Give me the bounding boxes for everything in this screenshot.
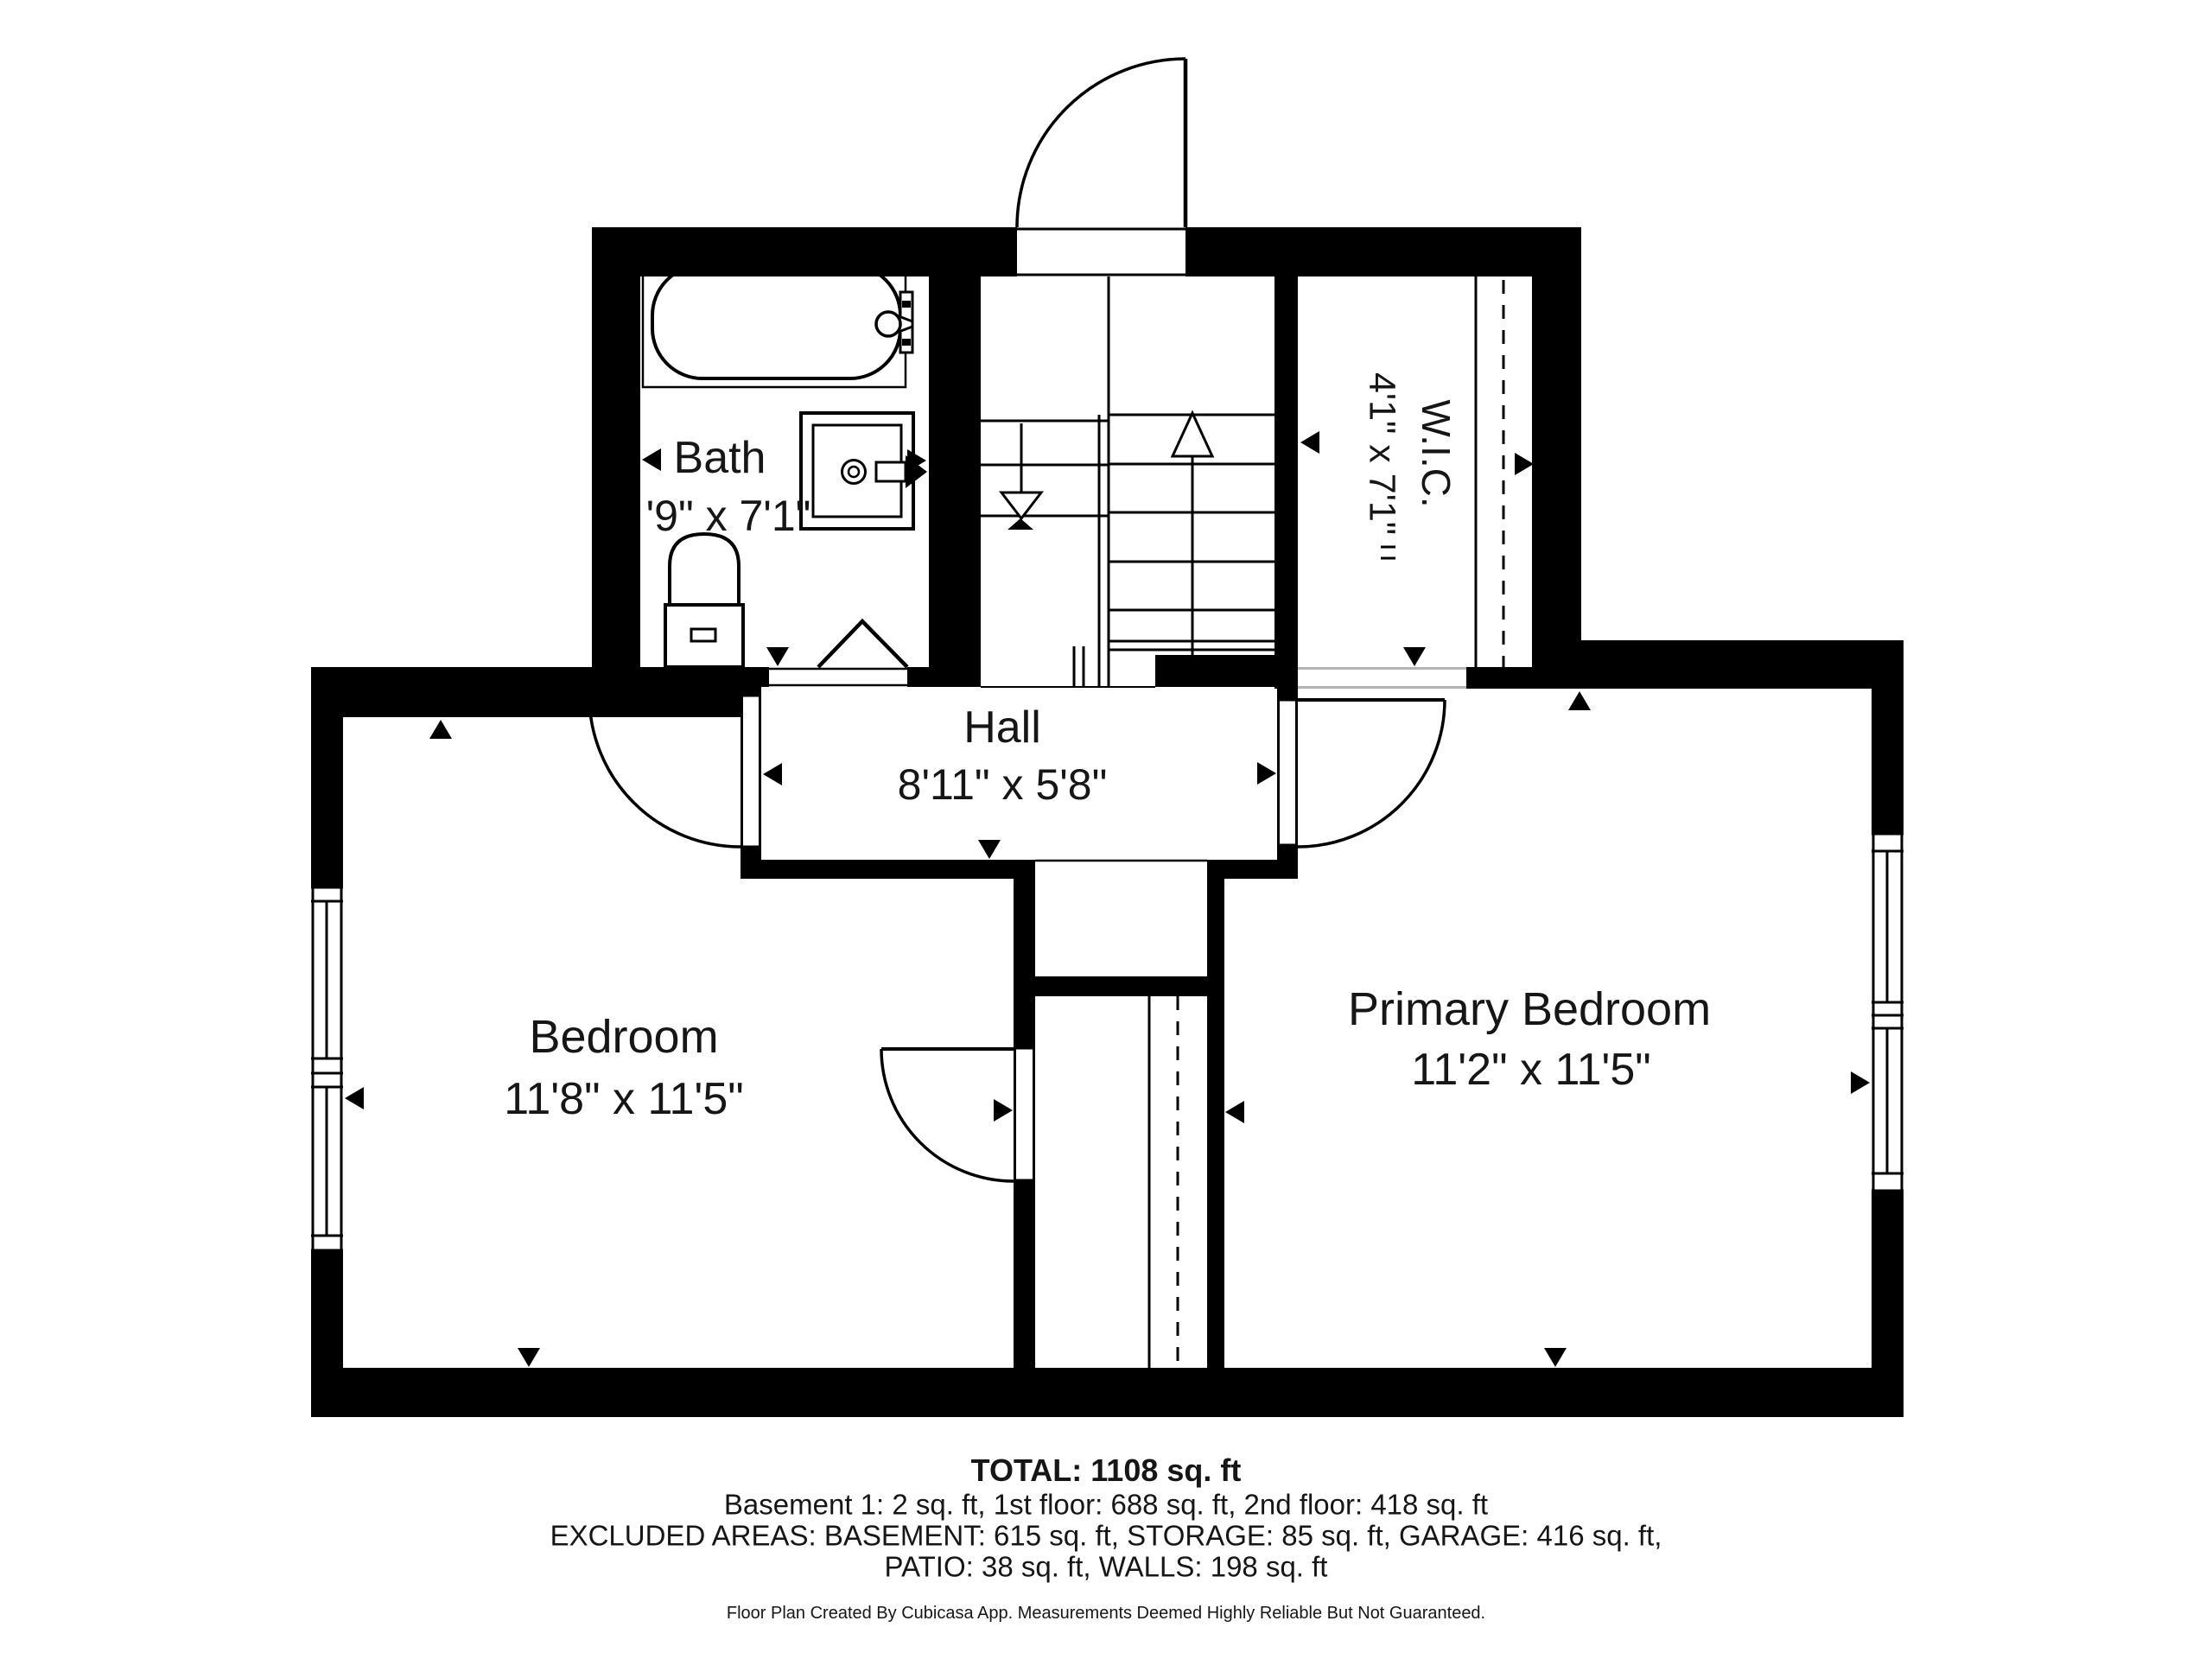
bath-door <box>769 621 907 685</box>
disclaimer-text: Floor Plan Created By Cubicasa App. Measurements Deemed Highly Reliable But Not Guaranteed. <box>726 1604 1486 1623</box>
primary-bedroom-dimensions: 11'2" x 11'5" <box>1411 1045 1651 1095</box>
primary-bedroom-windows <box>1872 834 1904 1191</box>
floor-areas-text: Basement 1: 2 sq. ft, 1st floor: 688 sq. ft, 2nd floor: 418 sq. ft <box>723 1488 1489 1521</box>
wic-label: W.I.C. <box>1414 399 1459 508</box>
closet-rod-and-shelf <box>1035 861 1207 1368</box>
wic-dimensions: 4'1" x 7'1" <box>1361 372 1403 535</box>
bedroom-windows <box>311 887 343 1250</box>
bath-dimensions: '9" x 7'1" <box>645 492 811 540</box>
bedroom-door <box>589 696 761 847</box>
bedroom-label: Bedroom <box>529 1011 719 1063</box>
excluded-areas-text-line1: EXCLUDED AREAS: BASEMENT: 615 sq. ft, STORAGE: 85 sq. ft, GARAGE: 416 sq. ft, <box>550 1519 1662 1552</box>
toilet <box>665 534 743 667</box>
entry-door <box>1017 59 1185 276</box>
tub-faucet <box>876 292 912 353</box>
bedroom-dimensions: 11'8" x 11'5" <box>504 1074 744 1124</box>
wic-cased-opening <box>1298 667 1466 689</box>
excluded-areas-text-line2: PATIO: 38 sq. ft, WALLS: 198 sq. ft <box>884 1550 1328 1583</box>
staircase <box>981 276 1274 687</box>
primary-bedroom-door <box>1277 700 1445 847</box>
closet-door <box>881 1048 1035 1181</box>
hall-label: Hall <box>963 702 1041 753</box>
hall-dimensions: 8'11" x 5'8" <box>897 760 1108 809</box>
total-area-text: TOTAL: 1108 sq. ft <box>970 1452 1242 1488</box>
bath-label: Bath <box>673 433 766 483</box>
primary-bedroom-label: Primary Bedroom <box>1347 983 1712 1035</box>
